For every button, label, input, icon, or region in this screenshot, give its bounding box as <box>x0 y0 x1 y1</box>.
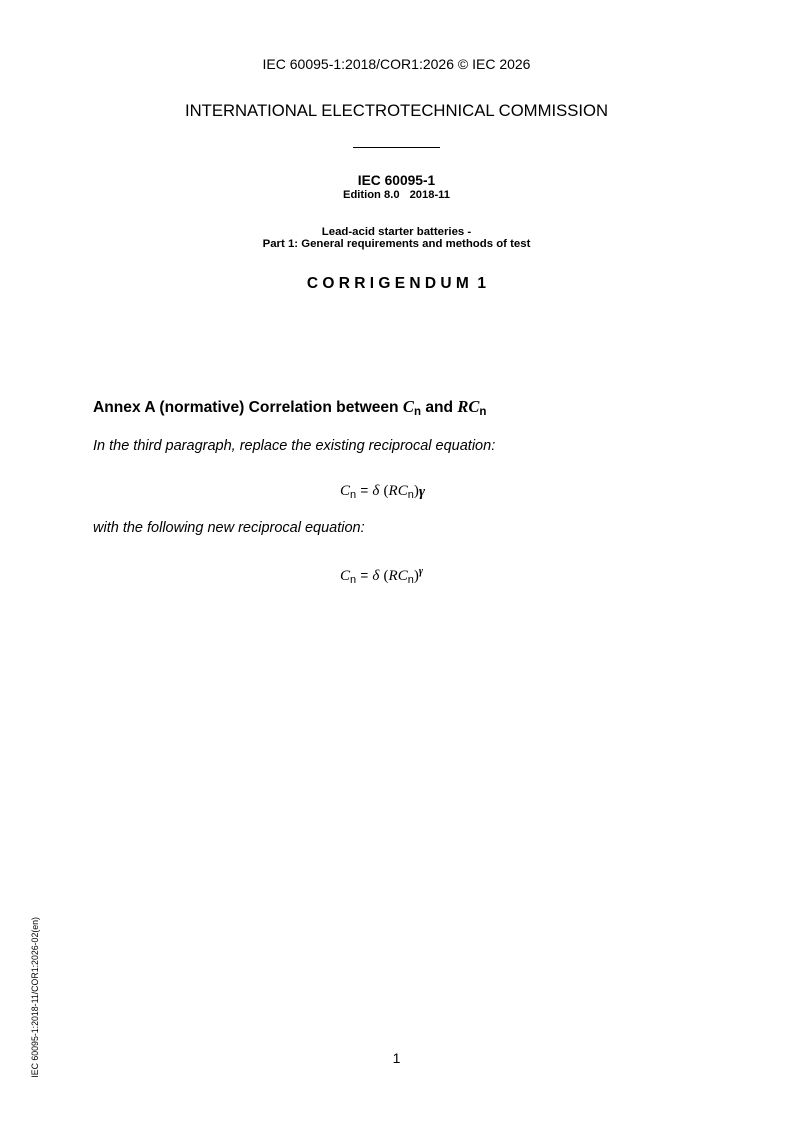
eq-old-coefficient: δ <box>372 483 380 499</box>
edition-line <box>0 189 793 202</box>
new-equation <box>340 562 423 590</box>
eq-old-lhs: C <box>340 483 351 499</box>
margin-reference: IEC 60095-1:2018-11/COR1:2026-02(en) <box>30 917 40 1078</box>
eq-new-base: RC <box>388 568 408 584</box>
eq-new-close-paren: ) <box>413 568 419 584</box>
eq-new-open-paren: ( <box>383 568 389 584</box>
eq-new-base-subscript: n <box>407 574 414 586</box>
document-part-title: Part 1: General requirements and methods of test <box>262 238 531 250</box>
eq-new-lhs: C <box>340 568 351 584</box>
symbol-rc: RC <box>457 397 480 416</box>
eq-old-base: RC <box>388 483 408 499</box>
eq-old-open-paren: ( <box>383 483 389 499</box>
eq-old-exponent: γ <box>418 484 426 500</box>
annex-heading-text: Annex A (normative) Correlation between <box>93 399 399 416</box>
conjunction-and: and <box>425 399 454 416</box>
symbol-rc-subscript: n <box>479 406 487 418</box>
page-number: 1 <box>392 1050 401 1066</box>
symbol-c: C <box>402 397 414 416</box>
symbol-c-subscript: n <box>413 406 421 418</box>
eq-old-lhs-subscript: n <box>350 489 357 501</box>
instruction-with: with the following new reciprocal equation: <box>93 520 365 536</box>
eq-new-lhs-subscript: n <box>350 574 357 586</box>
standard-reference: IEC 60095-1:2018/COR1:2026 © IEC 2026 <box>262 56 531 72</box>
document-title: Lead-acid starter batteries - <box>321 226 472 238</box>
corrigendum-title: C O R R I G E N D U M 1 <box>306 275 487 292</box>
standard-number: IEC 60095-1 <box>357 173 436 188</box>
annex-heading <box>93 397 486 422</box>
organization-name: INTERNATIONAL ELECTROTECHNICAL COMMISSION <box>184 101 609 120</box>
edition-date: 2018-11 <box>409 189 451 201</box>
title-rule <box>353 147 440 148</box>
instruction-replace: In the third paragraph, replace the existing reciprocal equation: <box>93 438 496 454</box>
eq-new-exponent: γ <box>418 566 423 577</box>
eq-old-operator: = <box>360 483 369 498</box>
eq-old-close-paren: ) <box>413 483 419 499</box>
eq-new-operator: = <box>360 568 369 583</box>
existing-equation <box>340 481 425 505</box>
eq-old-base-subscript: n <box>407 489 414 501</box>
eq-new-coefficient: δ <box>372 568 380 584</box>
edition-label: Edition 8.0 <box>342 189 400 201</box>
